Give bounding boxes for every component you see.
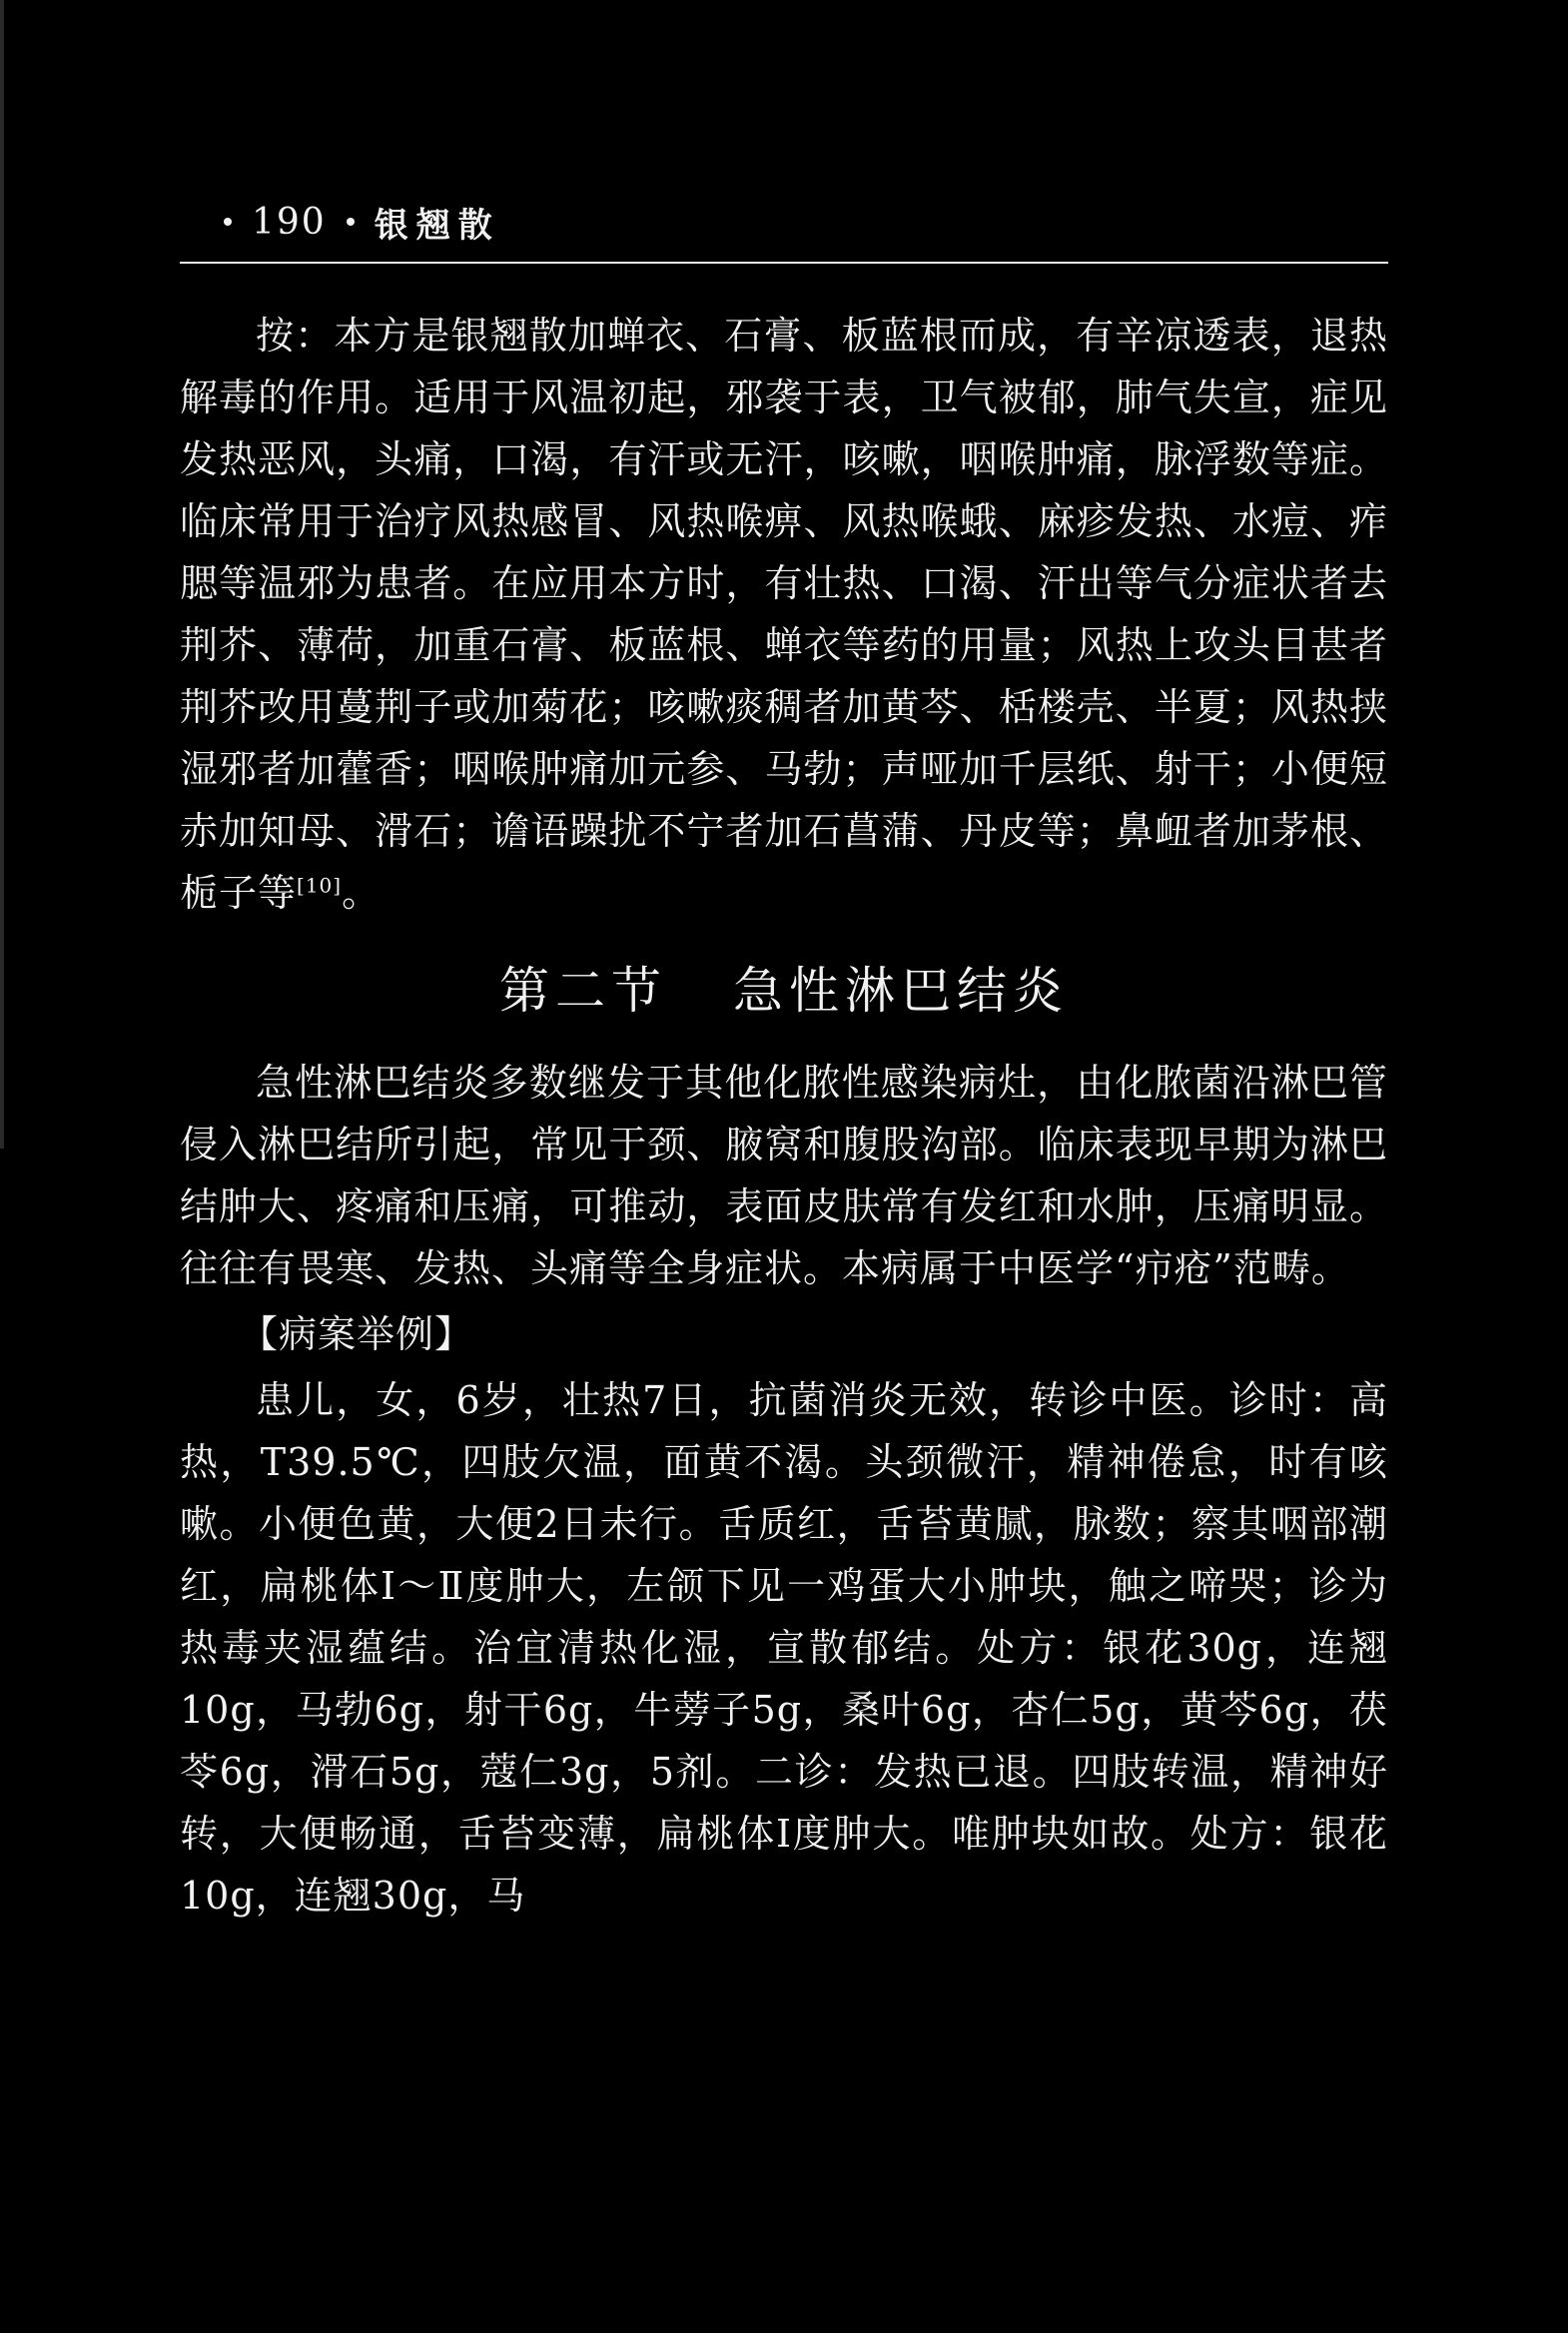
- page-body: [180, 305, 1388, 1927]
- section-title: 急性淋巴结炎: [733, 962, 1069, 1020]
- case-heading: 【病案举例】: [240, 1312, 474, 1356]
- commentary-text: 按：本方是银翘散加蝉衣、石膏、板蓝根而成，有辛凉透表，退热解毒的作用。适用于风温初起，邪袭于表，卫气被郁，肺气失宣，症见发热恶风，头痛，口渴，有汗或无汗，咳嗽，咽喉肿痛，脉浮数等症。临床常用于治疗风热感冒、风热喉痹、风热喉蛾、麻疹发热、水痘、痄腮等温邪为患者。在应用本方时，有壮热、口渴、汗出等气分症状者去荆芥、薄荷，加重石膏、板蓝根、蝉衣等药的用量；风热上攻头目甚者荆芥改用蔓荆子或加菊花；咳嗽痰稠者加黄芩、栝楼壳、半夏；风热挟湿邪者加藿香；咽喉肿痛加元参、马勃；声哑加千层纸、射干；小便短赤加知母、滑石；谵语躁扰不宁者加石菖蒲、丹皮等；鼻衄者加茅根、栀子等: [180, 314, 1388, 915]
- running-header: [218, 192, 1386, 252]
- case-paragraph: 患儿，女，6岁，壮热7日，抗菌消炎无效，转诊中医。诊时：高热，T39.5℃，四肢欠温，面黄不渴。头颈微汗，精神倦怠，时有咳嗽。小便色黄，大便2日未行。舌质红，舌苔黄腻，脉数；察其咽部潮红，扁桃体Ⅰ～Ⅱ度肿大，左颌下见一鸡蛋大小肿块，触之啼哭；诊为热毒夹湿蕴结。治宜清热化湿，宣散郁结。处方：银花30g，连翘10g，马勃6g，射干6g，牛蒡子5g，桑叶6g，杏仁5g，黄芩6g，茯苓6g，滑石5g，蔻仁3g，5剂。二诊：发热已退。四肢转温，精神好转，大便畅通，舌苔变薄，扁桃体Ⅰ度肿大。唯肿块如故。处方：银花10g，连翘30g，马: [180, 1378, 1388, 1918]
- header-divider: [180, 262, 1388, 264]
- page-edge-shadow: [0, 0, 4, 1149]
- header-bullet-icon: [224, 218, 232, 226]
- running-title: 银翘散: [374, 205, 500, 246]
- header-bullet-icon: [347, 218, 355, 226]
- citation-ref: [10]: [297, 873, 343, 898]
- commentary-paragraph: [180, 305, 1388, 924]
- commentary-end: 。: [342, 871, 382, 915]
- intro-paragraph: 急性淋巴结炎多数继发于其他化脓性感染病灶，由化脓菌沿淋巴管侵入淋巴结所引起，常见于颈、腋窝和腹股沟部。临床表现早期为淋巴结肿大、疼痛和压痛，可推动，表面皮肤常有发红和水肿，压痛明显。往往有畏寒、发热、头痛等全身症状。本病属于中医学“疖疮”范畴。: [180, 1061, 1388, 1290]
- section-heading: [180, 952, 1388, 1022]
- page-number: 190: [252, 201, 327, 243]
- section-number: 第二节: [499, 962, 667, 1020]
